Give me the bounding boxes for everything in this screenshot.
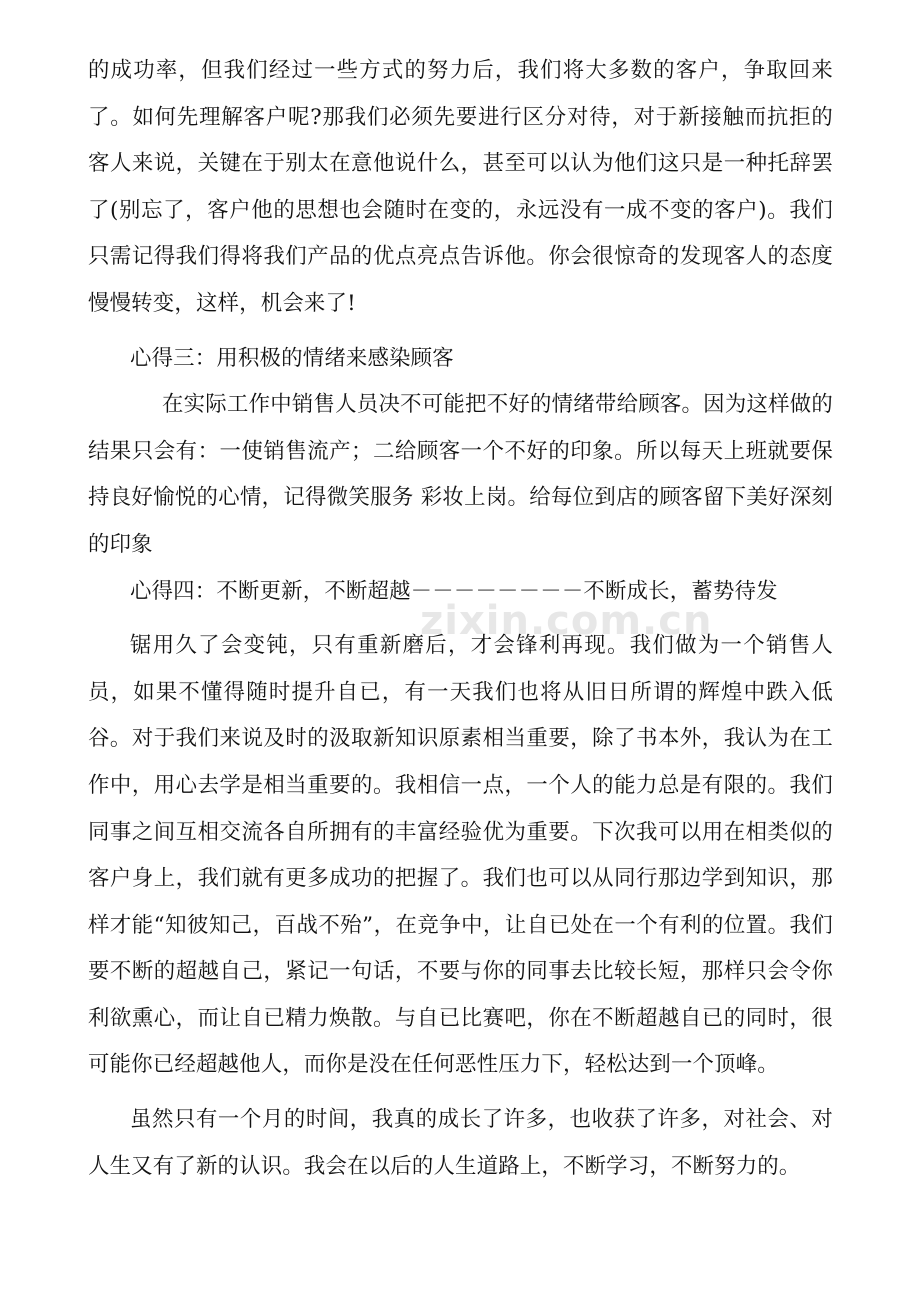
paragraph-section-3: 在实际工作中销售人员决不可能把不好的情绪带给顾客。因为这样做的结果只会有：一使销售流产；二给顾客一个不好的印象。所以每天上班就要保持良好愉悦的心情，记得微笑服务 彩妆上岗。给每位到店的顾客留下美好深刻的印象 xyxy=(88,392,833,557)
paragraph-section-4: 锯用久了会变钝，只有重新磨后，才会锋利再现。我们做为一个销售人员，如果不懂得随时提升自已，有一天我们也将从旧日所谓的辉煌中跌入低谷。对于我们来说及时的汲取新知识原素相当重要，除了书本外，我认为在工作中，用心去学是相当重要的。我相信一点，一个人的能力总是有限的。我们同事之间互相交流各自所拥有的丰富经验优为重要。下次我可以用在相类似的客户身上，我们就有更多成功的把握了。我们也可以从同行那边学到知识，那样才能“知彼知己，百战不殆”，在竞争中，让自已处在一个有利的位置。我们要不断的超越自己，紧记一句话，不要与你的同事去比较长短，那样只会令你利欲熏心，而让自已精力焕散。与自已比赛吧，你在不断超越自已的同时，很可能你已经超越他人，而你是没在任何恶性压力下，轻松达到一个顶峰。 xyxy=(88,633,833,1078)
paragraph-conclusion: 虽然只有一个月的时间，我真的成长了许多，也收获了许多，对社会、对人生又有了新的认识。我会在以后的人生道路上，不断学习，不断努力的。 xyxy=(88,1107,833,1179)
section-heading-3: 心得三：用积极的情绪来感染顾客 xyxy=(130,345,454,371)
section-heading-4: 心得四：不断更新，不断超越－－－－－－－－不断成长，蓄势待发 xyxy=(130,578,778,604)
watermark: zixin.com.cn xyxy=(420,598,713,644)
paragraph-continuation: 的成功率，但我们经过一些方式的努力后，我们将大多数的客户，争取回来了。如何先理解客户呢?那我们必须先要进行区分对待，对于新接触而抗拒的客人来说，关键在于别太在意他说什么，甚至可以认为他们这只是一种托辞罢了(别忘了，客户他的思想也会随时在变的，永远没有一成不变的客户)。我们只需记得我们得将我们产品的优点亮点告诉他。你会很惊奇的发现客人的态度慢慢转变，这样，机会来了! xyxy=(88,58,833,316)
document-body xyxy=(88,48,833,1190)
